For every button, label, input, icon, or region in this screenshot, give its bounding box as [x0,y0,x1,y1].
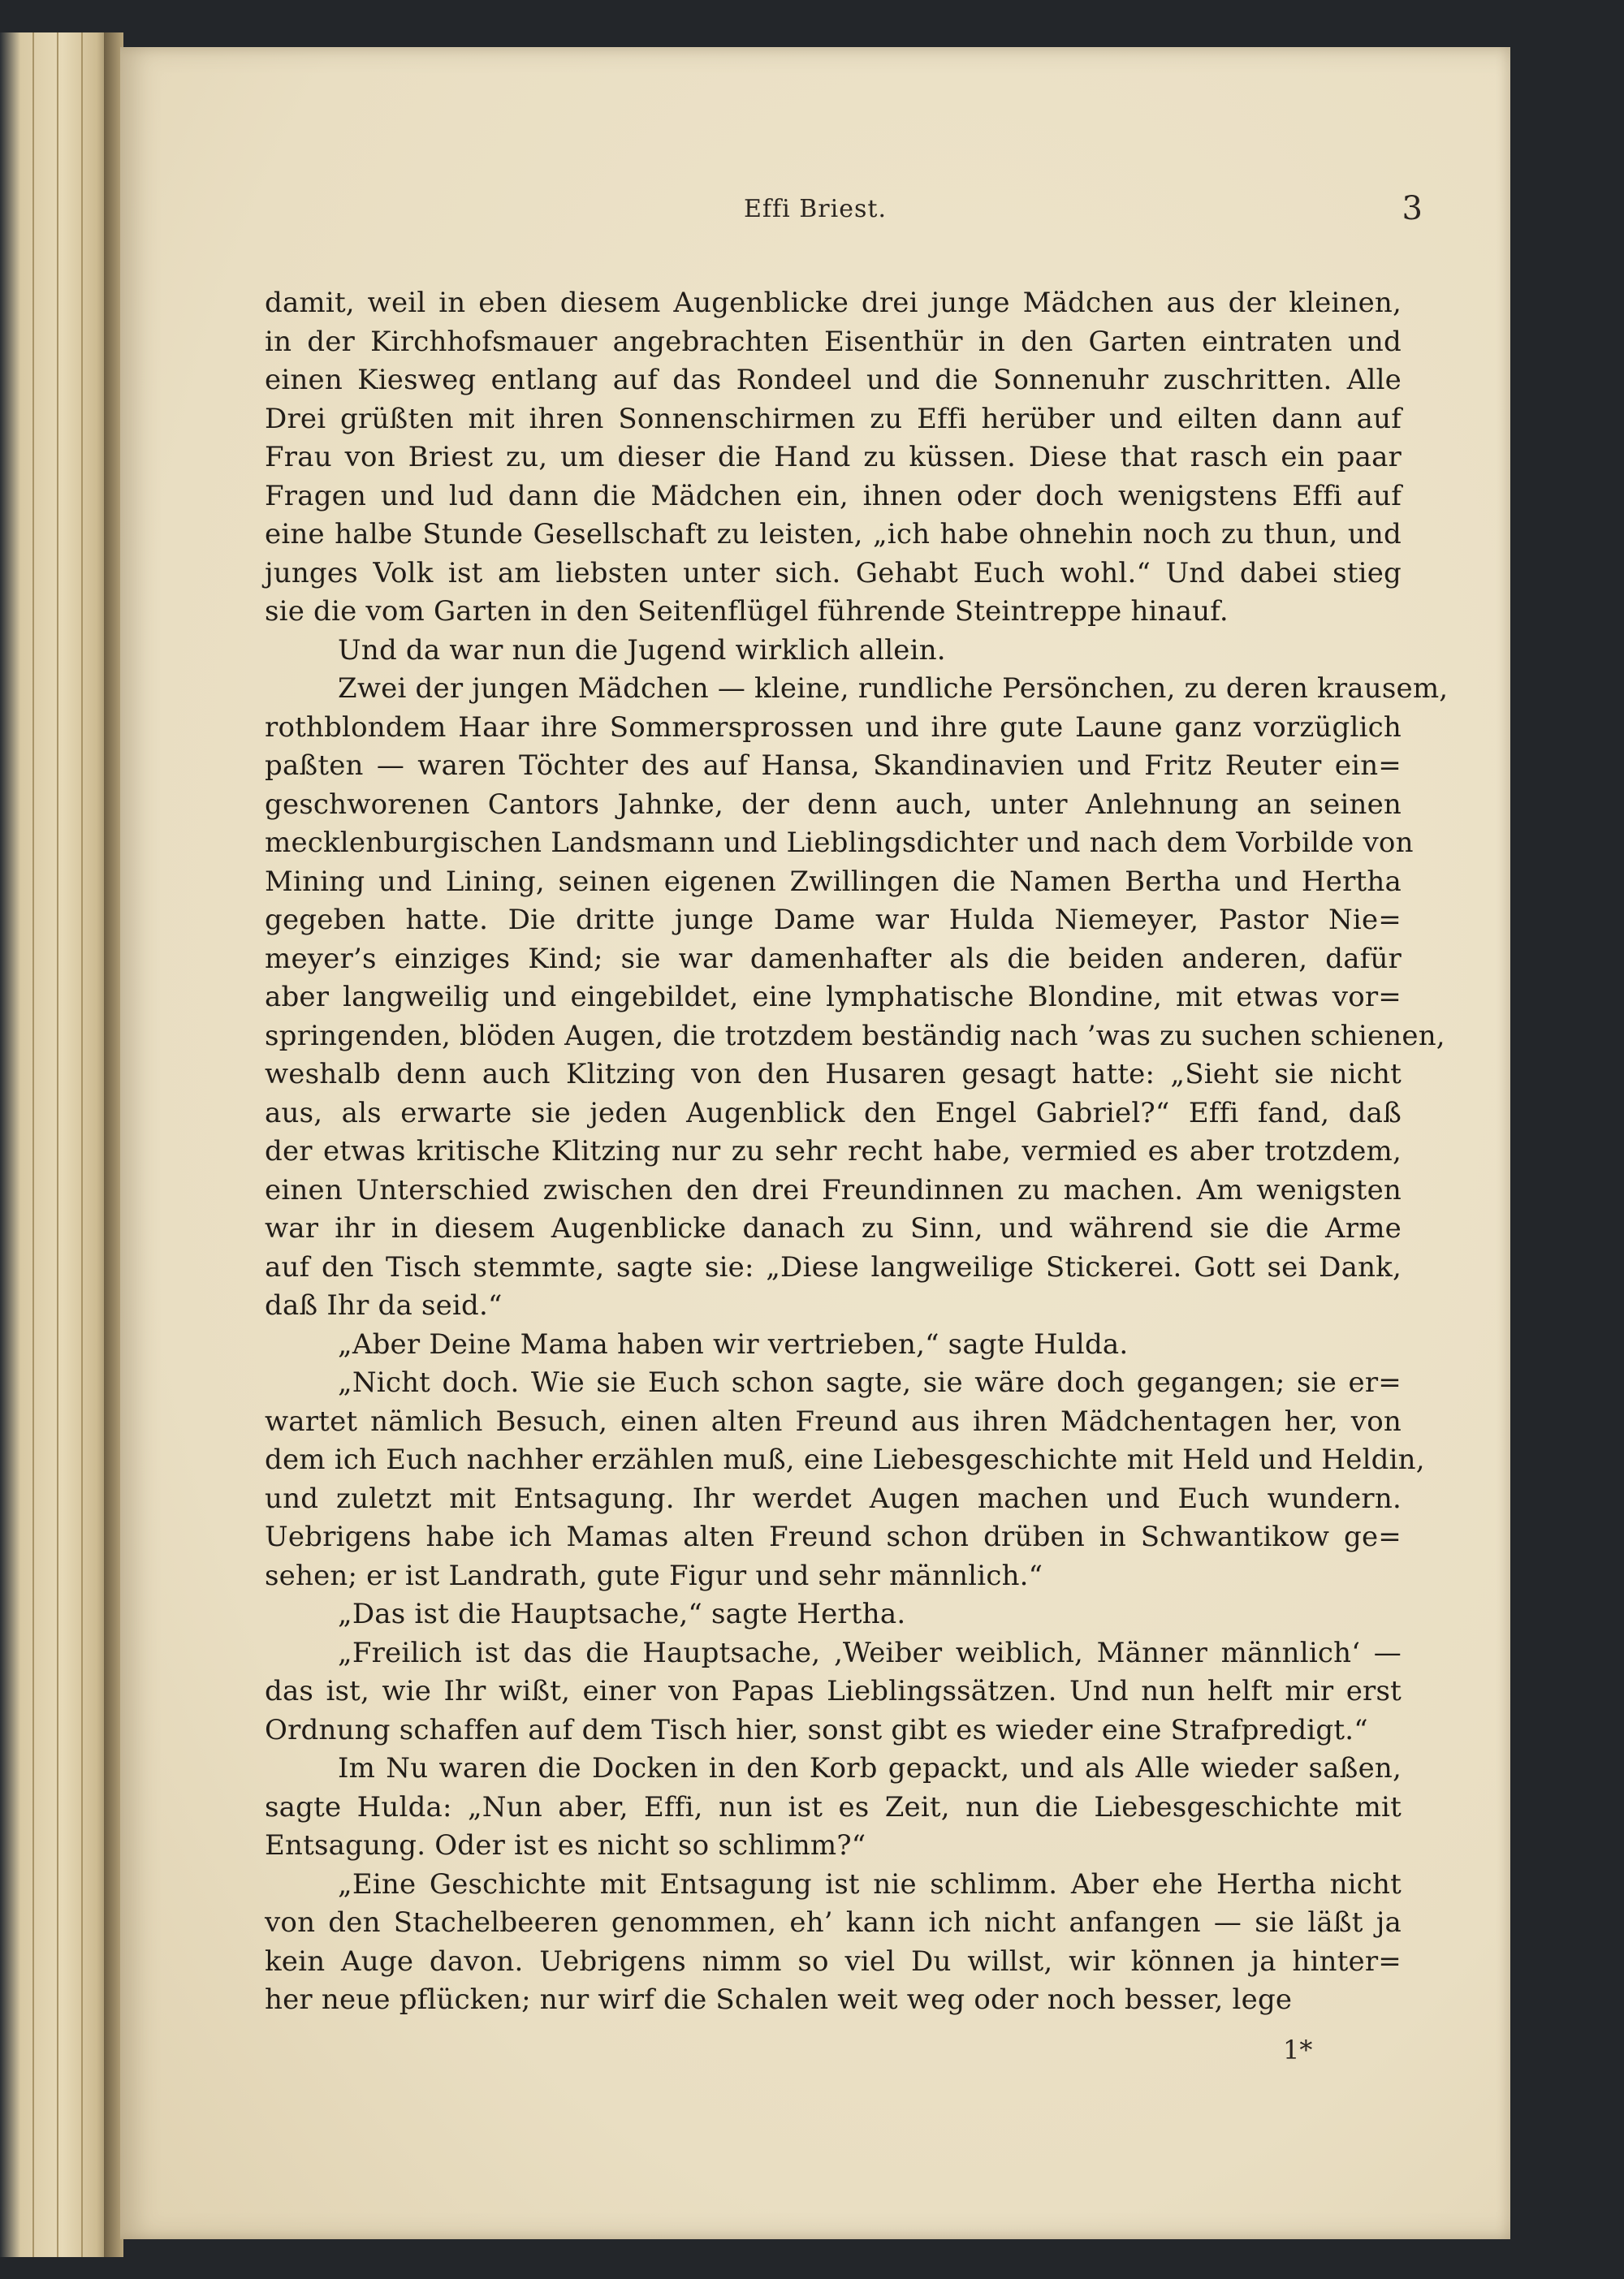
text-line: junges Volk ist am liebsten unter sich. Gehabt Euch wohl.“ Und dabei stieg [265,556,1402,589]
page-edge-line [81,32,83,2257]
text-line: her neue pflücken; nur wirf die Schalen weit weg oder noch besser, lege [265,1983,1293,2016]
text-line: einen Unterschied zwischen den drei Freundinnen zu machen. Am wenigsten [265,1173,1402,1206]
text-line: der etwas kritische Klitzing nur zu sehr recht habe, vermied es aber trotzdem, [265,1135,1402,1168]
text-line: wartet nämlich Besuch, einen alten Freund aus ihren Mädchentagen her, von [265,1405,1402,1438]
text-line: und zuletzt mit Entsagung. Ihr werdet Augen machen und Euch wundern. [265,1482,1402,1515]
paragraph [265,632,1402,671]
book-left-pages [0,32,114,2257]
paragraph [265,1364,1425,1595]
text-line: eine halbe Stunde Gesellschaft zu leisten, „ich habe ohnehin noch zu thun, und [265,518,1402,550]
text-line: gegeben hatte. Die dritte junge Dame war Hulda Niemeyer, Pastor Nie= [265,904,1402,936]
text-line: aber langweilig und eingebildet, eine lymphatische Blondine, mit etwas vor= [265,981,1402,1013]
text-line: geschworenen Cantors Jahnke, der denn auch, unter Anlehnung an seinen [265,788,1402,821]
text-line: „Das ist die Hauptsache,“ sagte Hertha. [338,1598,906,1630]
text-line: rothblondem Haar ihre Sommersprossen und ihre gute Laune ganz vorzüglich [265,710,1402,744]
page-edge-line [32,32,34,2257]
text-line: in der Kirchhofsmauer angebrachten Eisenthür in den Garten eintraten und [265,325,1402,358]
text-line: Uebrigens habe ich Mamas alten Freund schon drüben in Schwantikow ge= [265,1521,1402,1553]
text-line: mecklenburgischen Landsmann und Lieblingsdichter und nach dem Vorbilde von [265,827,1414,859]
text-line: Ordnung schaffen auf dem Tisch hier, sonst gibt es wieder eine Strafpredigt.“ [265,1713,1368,1746]
text-line: Entsagung. Oder ist es nicht so schlimm?“ [265,1829,866,1862]
text-line: das ist, wie Ihr wißt, einer von Papas Lieblingssätzen. Und nun helft mir erst [265,1675,1402,1707]
text-line: kein Auge davon. Uebrigens nimm so viel Du willst, wir können ja hinter= [265,1944,1402,1978]
text-line: sie die vom Garten in den Seitenflügel führende Steintreppe hinauf. [265,595,1229,628]
text-line: „Nicht doch. Wie sie Euch schon sagte, sie wäre doch gegangen; sie er= [338,1366,1402,1399]
text-line: Zwei der jungen Mädchen — kleine, rundliche Persönchen, zu deren krausem, [338,672,1449,705]
page-edge-line [57,32,58,2257]
text-line: einen Kiesweg entlang auf das Rondeel und die Sonnenuhr zuschritten. Alle [265,364,1402,396]
paragraph [265,1750,1402,1866]
text-line: Frau von Briest zu, um dieser die Hand zu küssen. Diese that rasch ein paar [265,441,1402,473]
text-line: aus, als erwarte sie jeden Augenblick den Engel Gabriel?“ Effi fand, daß [265,1096,1402,1129]
text-line: Im Nu waren die Docken in den Korb gepackt, und als Alle wieder saßen, [338,1752,1402,1785]
paragraph [265,1595,1402,1634]
text-line: daß Ihr da seid.“ [265,1289,503,1322]
text-line: Fragen und lud dann die Mädchen ein, ihnen oder doch wenigstens Effi auf [265,479,1402,512]
paragraph [265,1866,1402,2020]
text-line: Mining und Lining, seinen eigenen Zwillingen die Namen Bertha und Hertha [265,865,1402,898]
signature-mark: 1* [1283,2035,1313,2065]
text-line: sagte Hulda: „Nun aber, Effi, nun ist es Zeit, nun die Liebesgeschichte mit [265,1790,1402,1824]
paragraph [265,1326,1402,1365]
text-line: von den Stachelbeeren genommen, eh’ kann ich nicht anfangen — sie läßt ja [265,1906,1402,1939]
text-line: weshalb denn auch Klitzing von den Husaren gesagt hatte: „Sieht sie nicht [265,1058,1402,1090]
page-header [120,187,1510,235]
running-title: Effi Briest. [744,195,887,223]
text-line: war ihr in diesem Augenblicke danach zu Sinn, und während sie die Arme [265,1212,1402,1245]
text-line: paßten — waren Töchter des auf Hansa, Skandinavien und Fritz Reuter ein= [265,749,1402,782]
book-page [120,47,1510,2239]
page-number: 3 [1402,190,1423,227]
text-line: „Freilich ist das die Hauptsache, ‚Weiber weiblich, Männer männlich‘ — [338,1636,1402,1669]
text-line: Und da war nun die Jugend wirklich allein. [338,633,946,667]
body-text [265,284,1449,2020]
paragraph [265,670,1449,1326]
text-line: damit, weil in eben diesem Augenblicke drei junge Mädchen aus der kleinen, [265,287,1402,319]
text-line: auf den Tisch stemmte, sagte sie: „Diese langweilige Stickerei. Gott sei Dank, [265,1250,1402,1284]
paragraph [265,284,1402,632]
text-line: „Aber Deine Mama haben wir vertrieben,“ sagte Hulda. [338,1327,1129,1361]
text-line: meyer’s einziges Kind; sie war damenhafter als die beiden anderen, dafür [265,942,1402,975]
text-line: „Eine Geschichte mit Entsagung ist nie schlimm. Aber ehe Hertha nicht [338,1867,1402,1901]
text-line: dem ich Euch nachher erzählen muß, eine Liebesgeschichte mit Held und Heldin, [265,1444,1425,1476]
text-line: Drei grüßten mit ihren Sonnenschirmen zu Effi herüber und eilten dann auf [265,402,1402,435]
text-line: sehen; er ist Landrath, gute Figur und sehr männlich.“ [265,1559,1043,1592]
paragraph [265,1634,1402,1750]
text-line: springenden, blöden Augen, die trotzdem beständig nach ’was zu suchen schienen, [265,1019,1445,1052]
